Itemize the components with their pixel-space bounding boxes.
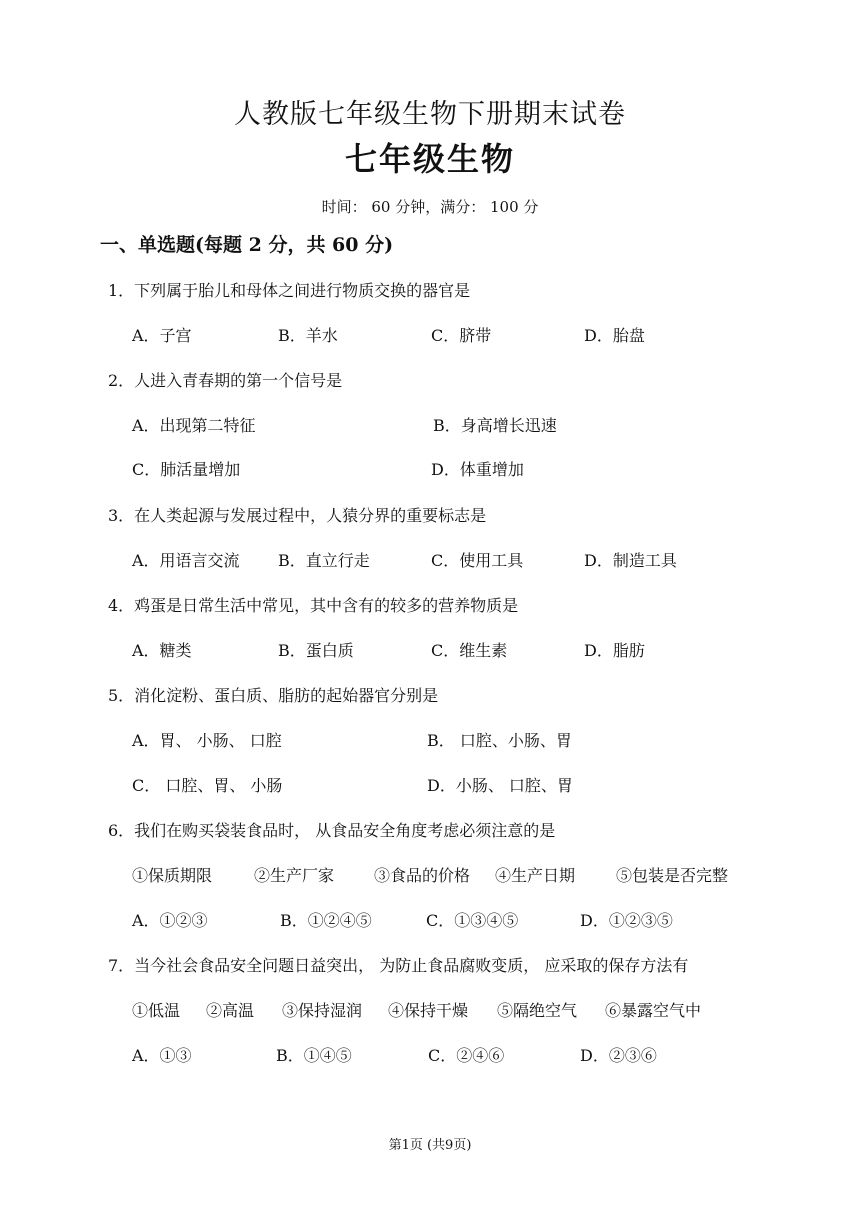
exam-subtitle: 七年级生物 <box>344 140 515 178</box>
exam-title: 人教版七年级生物下册期末试卷 <box>234 99 626 130</box>
q6-option-a: A．①②③ <box>132 911 208 930</box>
q3-option-b: B．直立行走 <box>278 551 370 570</box>
q6-item-1: ①保质期限 <box>132 866 213 885</box>
question-6-stem: 6．我们在购买袋装食品时， 从食品安全角度考虑必须注意的是 <box>108 821 556 840</box>
q3-option-d: D．制造工具 <box>584 551 677 570</box>
exam-meta: 时间： 60 分钟，满分： 100 分 <box>321 198 539 216</box>
q7-option-d: D．②③⑥ <box>580 1046 657 1065</box>
question-4-stem: 4．鸡蛋是日常生活中常见，其中含有的较多的营养物质是 <box>108 596 519 615</box>
q6-option-d: D．①②③⑤ <box>580 911 673 930</box>
q6-item-4: ④生产日期 <box>495 866 576 885</box>
q7-item-2: ②高温 <box>206 1001 255 1020</box>
q6-option-b: B．①②④⑤ <box>280 911 372 930</box>
q7-item-1: ①低温 <box>132 1001 181 1020</box>
question-2-stem: 2．人进入青春期的第一个信号是 <box>108 371 343 390</box>
section-heading: 一、单选题(每题 2 分，共 60 分) <box>100 234 394 256</box>
q7-item-6: ⑥暴露空气中 <box>605 1001 702 1020</box>
q2-option-b: B．身高增长迅速 <box>433 416 557 435</box>
question-7-stem: 7．当今社会食品安全问题日益突出， 为防止食品腐败变质， 应采取的保存方法有 <box>108 956 689 975</box>
q5-option-a: A．胃、 小肠、 口腔 <box>132 731 282 750</box>
q7-item-3: ③保持湿润 <box>282 1001 363 1020</box>
question-5-stem: 5．消化淀粉、蛋白质、脂肪的起始器官分别是 <box>108 686 439 705</box>
q1-option-d: D．胎盘 <box>584 326 645 345</box>
q1-option-a: A．子宫 <box>132 326 192 345</box>
q5-option-b: B． 口腔、小肠、胃 <box>427 731 572 750</box>
q7-item-4: ④保持干燥 <box>388 1001 469 1020</box>
q7-option-b: B．①④⑤ <box>276 1046 352 1065</box>
q7-item-5: ⑤隔绝空气 <box>497 1001 578 1020</box>
q4-option-a: A．糖类 <box>132 641 192 660</box>
q2-option-a: A．出现第二特征 <box>132 416 256 435</box>
q6-option-c: C．①③④⑤ <box>426 911 519 930</box>
q6-item-2: ②生产厂家 <box>254 866 335 885</box>
q1-option-b: B．羊水 <box>278 326 338 345</box>
q6-item-5: ⑤包装是否完整 <box>616 866 729 885</box>
q2-option-d: D．体重增加 <box>431 460 524 479</box>
q2-option-c: C．肺活量增加 <box>132 460 241 479</box>
q7-option-a: A．①③ <box>132 1046 192 1065</box>
q3-option-c: C．使用工具 <box>431 551 524 570</box>
question-1-stem: 1．下列属于胎儿和母体之间进行物质交换的器官是 <box>108 281 471 300</box>
q5-option-d: D．小肠、 口腔、胃 <box>427 776 573 795</box>
q4-option-c: C．维生素 <box>431 641 508 660</box>
q6-item-3: ③食品的价格 <box>374 866 471 885</box>
question-3-stem: 3．在人类起源与发展过程中，人猿分界的重要标志是 <box>108 506 487 525</box>
q4-option-b: B．蛋白质 <box>278 641 354 660</box>
q3-option-a: A．用语言交流 <box>132 551 240 570</box>
q5-option-c: C． 口腔、胃、 小肠 <box>132 776 283 795</box>
q4-option-d: D．脂肪 <box>584 641 645 660</box>
q1-option-c: C．脐带 <box>431 326 492 345</box>
q7-option-c: C．②④⑥ <box>428 1046 505 1065</box>
page-footer: 第1页 (共9页) <box>388 1138 472 1153</box>
